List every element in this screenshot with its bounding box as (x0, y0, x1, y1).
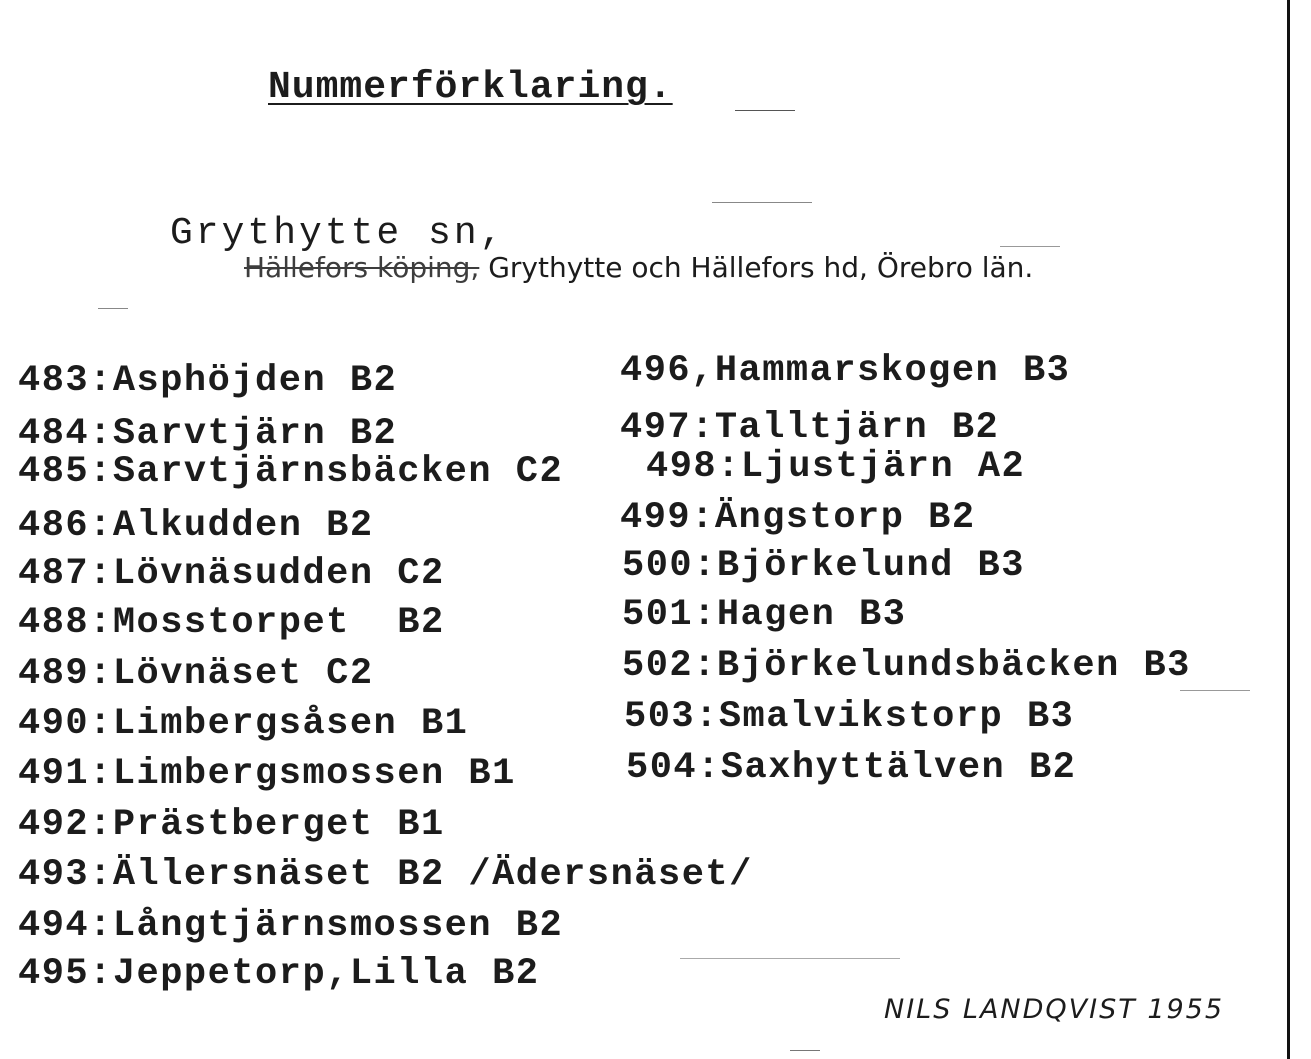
scan-speck (790, 1050, 820, 1051)
scan-speck (735, 110, 795, 111)
right-entry-504: 504:Saxhyttälven B2 (626, 747, 1077, 789)
left-entry-483: 483:Asphöjden B2 (18, 360, 398, 402)
page-title-text: Nummerförklaring. (268, 66, 673, 109)
left-entry-492: 492:Prästberget B1 (18, 804, 445, 846)
district-text: Grythytte och Hällefors hd, Örebro län. (488, 251, 1034, 284)
signature: NILS LANDQVIST 1955 (884, 994, 1225, 1025)
left-entry-489: 489:Lövnäset C2 (18, 653, 374, 695)
right-entry-500: 500:Björkelund B3 (622, 545, 1025, 587)
scan-speck (1180, 690, 1250, 691)
right-entry-498: 498:Ljustjärn A2 (646, 446, 1026, 488)
scan-edge-line (1287, 0, 1290, 1059)
district-line (244, 251, 1033, 284)
district-struck-text: Hällefors köping, (244, 251, 480, 284)
right-entry-499: 499:Ängstorp B2 (620, 497, 976, 539)
left-entry-484: 484:Sarvtjärn B2 (18, 413, 398, 455)
scan-speck (712, 202, 812, 203)
left-entry-487: 487:Lövnäsudden C2 (18, 553, 445, 595)
right-entry-496: 496,Hammarskogen B3 (620, 350, 1071, 392)
right-entry-501: 501:Hagen B3 (622, 594, 907, 636)
right-entry-497: 497:Talltjärn B2 (620, 407, 1000, 449)
left-entry-488: 488:Mosstorpet B2 (18, 602, 445, 644)
left-entry-490: 490:Limbergsåsen B1 (18, 703, 469, 745)
left-entry-494: 494:Långtjärnsmossen B2 (18, 905, 564, 947)
scan-speck (98, 308, 128, 309)
left-entry-485: 485:Sarvtjärnsbäcken C2 (18, 451, 564, 493)
right-entry-502: 502:Björkelundsbäcken B3 (622, 645, 1191, 687)
left-entry-495: 495:Jeppetorp,Lilla B2 (18, 953, 540, 995)
left-entry-493: 493:Ällersnäset B2 /Ädersnäset/ (18, 854, 753, 896)
scan-speck (680, 958, 900, 959)
scan-speck (1000, 246, 1060, 247)
parish-heading: Grythytte sn, (170, 212, 506, 255)
left-entry-486: 486:Alkudden B2 (18, 505, 374, 547)
left-entry-491: 491:Limbergsmossen B1 (18, 753, 516, 795)
right-entry-503: 503:Smalvikstorp B3 (624, 696, 1075, 738)
page-title (268, 66, 673, 109)
